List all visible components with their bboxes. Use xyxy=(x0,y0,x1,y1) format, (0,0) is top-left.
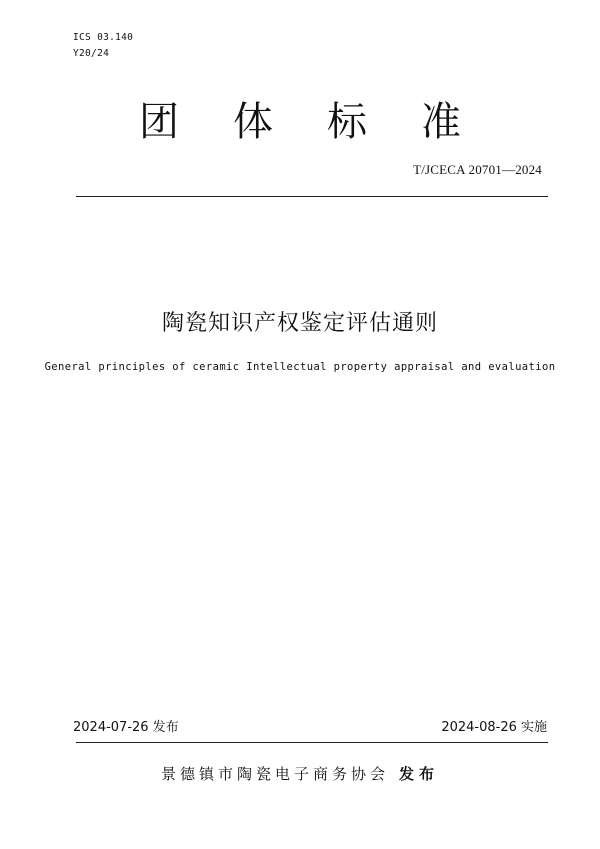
implement-date: 2024-08-26 实施 xyxy=(441,720,547,735)
standard-type-title xyxy=(0,92,600,152)
publisher-name: 景德镇市陶瓷电子商务协会 xyxy=(160,765,389,783)
document-title-cn: 陶瓷知识产权鉴定评估通则 xyxy=(161,311,438,336)
ccs-code: Y20/24 xyxy=(73,48,110,59)
ics-code: ICS 03.140 xyxy=(73,32,134,43)
publish-date: 2024-07-26 发布 xyxy=(73,720,179,735)
standard-type-char: 体 xyxy=(233,99,273,145)
standard-code: T/JCECA 20701—2024 xyxy=(413,162,542,177)
standard-type-char: 准 xyxy=(421,99,461,145)
standard-type-char: 标 xyxy=(327,99,367,145)
publisher-line xyxy=(0,763,600,784)
top-divider xyxy=(76,196,548,197)
standard-type-char: 团 xyxy=(139,99,179,145)
bottom-divider xyxy=(76,742,548,743)
classification-block xyxy=(73,30,133,62)
document-title-en: General principles of ceramic Intellectual property appraisal and evaluation xyxy=(44,361,556,373)
publish-action: 发布 xyxy=(399,765,440,783)
